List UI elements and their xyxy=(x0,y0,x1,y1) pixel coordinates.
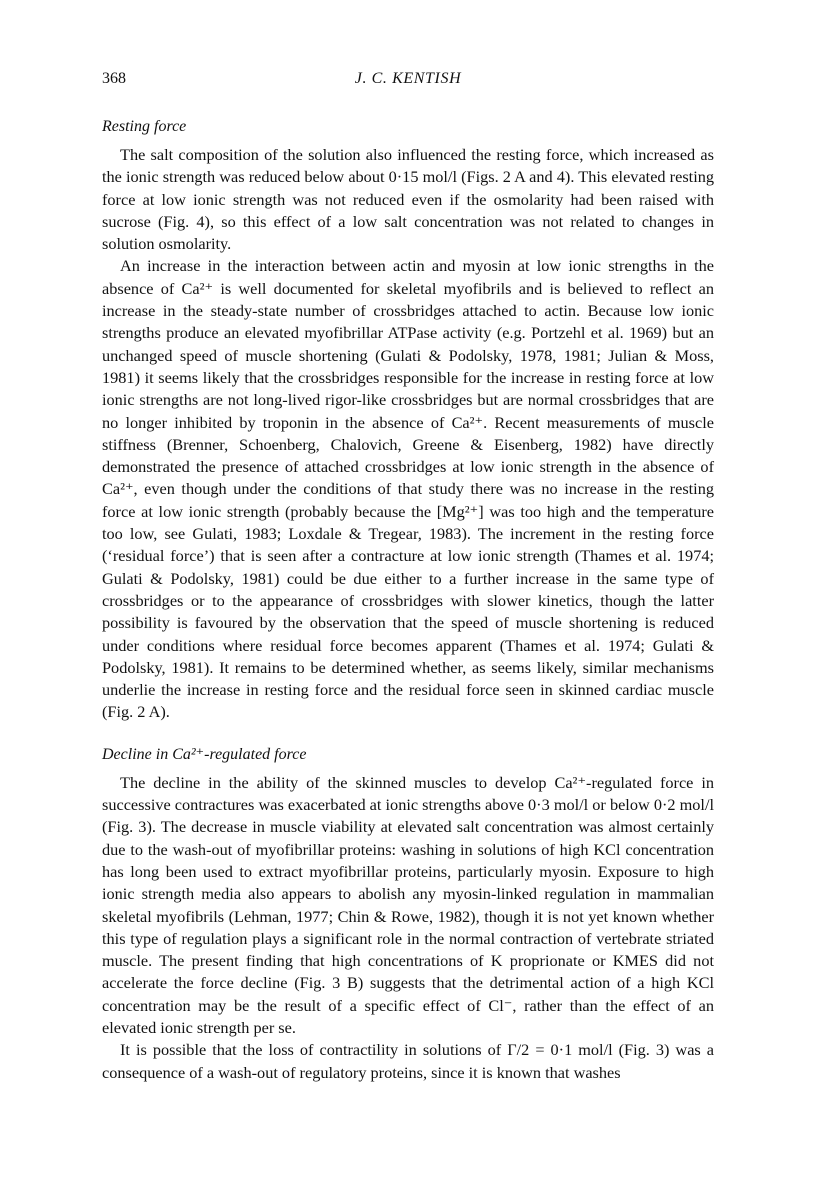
section-heading: Resting force xyxy=(102,118,187,135)
paragraph: It is possible that the loss of contractility in solutions of Γ/2 = 0·1 mol/l (Fig. 3) was a consequence of a wash-out of regulatory proteins, since it is known that washes xyxy=(102,1040,714,1082)
paragraph: The salt composition of the solution also influenced the resting force, which increased as the ionic strength was reduced below about 0·15 mol/l (Figs. 2 A and 4). This elevated resting force at low ionic strength was not reduced even if the osmolarity had been raised with sucrose (Fig. 4), so this effect of a low salt concentration was not related to changes in solution osmolarity. xyxy=(102,145,714,254)
paragraph: An increase in the interaction between actin and myosin at low ionic strengths in the absence of Ca²⁺ is well documented for skeletal myofibrils and is believed to reflect an increase in the steady-state number of crossbridges attached to actin. Because low ionic strengths produce an elevated myofibrillar ATPase activity (e.g. Portzehl et al. 1969) but an unchanged speed of muscle shortening (Gulati & Podolsky, 1978, 1981; Julian & Moss, 1981) it seems likely that the crossbridges responsible for the increase in resting force at low ionic strengths are not long-lived rigor-like crossbridges but are normal crossbridges that are no longer inhibited by troponin in the absence of Ca²⁺. Recent measurements of muscle stiffness (Brenner, Schoenberg, Chalovich, Greene & Eisenberg, 1982) have directly demonstrated the presence of attached crossbridges at low ionic strength in the absence of Ca²⁺, even though under the conditions of that study there was no increase in the resting force at low ionic strength (probably because the [Mg²⁺] was too high and the temperature too low, see Gulati, 1983; Loxdale & Tregear, 1983). The increment in the resting force (‘residual force’) that is seen after a contracture at low ionic strength (Thames et al. 1974; Gulati & Podolsky, 1981) could be due either to a further increase in the same type of crossbridges or to the appearance of crossbridges with slower kinetics, though the latter possibility is favoured by the observation that the speed of muscle shortening is reduced under conditions where residual force becomes apparent (Thames et al. 1974; Gulati & Podolsky, 1981). It remains to be determined whether, as seems likely, similar mechanisms underlie the increase in resting force and the residual force seen in skinned cardiac muscle (Fig. 2 A). xyxy=(102,256,714,722)
section-decline-force xyxy=(102,744,714,1084)
page-number: 368 xyxy=(102,70,126,87)
section-heading: Decline in Ca²⁺-regulated force xyxy=(102,745,307,763)
running-head xyxy=(102,70,714,94)
paragraph: The decline in the ability of the skinned muscles to develop Ca²⁺-regulated force in successive contractures was exacerbated at ionic strengths above 0·3 mol/l or below 0·2 mol/l (Fig. 3). The decrease in muscle viability at elevated salt concentration was almost certainly due to the wash-out of myofibrillar proteins: washing in solutions of high KCl concentration has long been used to extract myofibrillar proteins, particularly myosin. Exposure to high ionic strength media also appears to abolish any myosin-linked regulation in mammalian skeletal myofibrils (Lehman, 1977; Chin & Rowe, 1982), though it is not yet known whether this type of regulation plays a significant role in the normal contraction of vertebrate striated muscle. The present finding that high concentrations of K proprionate or KMES did not accelerate the force decline (Fig. 3 B) suggests that the detrimental action of a high KCl concentration may be the result of a specific effect of Cl⁻, rather than the effect of an elevated ionic strength per se. xyxy=(102,772,714,1037)
section-resting-force xyxy=(102,116,714,724)
article-body xyxy=(102,116,714,1104)
running-title: J. C. KENTISH xyxy=(354,70,462,87)
